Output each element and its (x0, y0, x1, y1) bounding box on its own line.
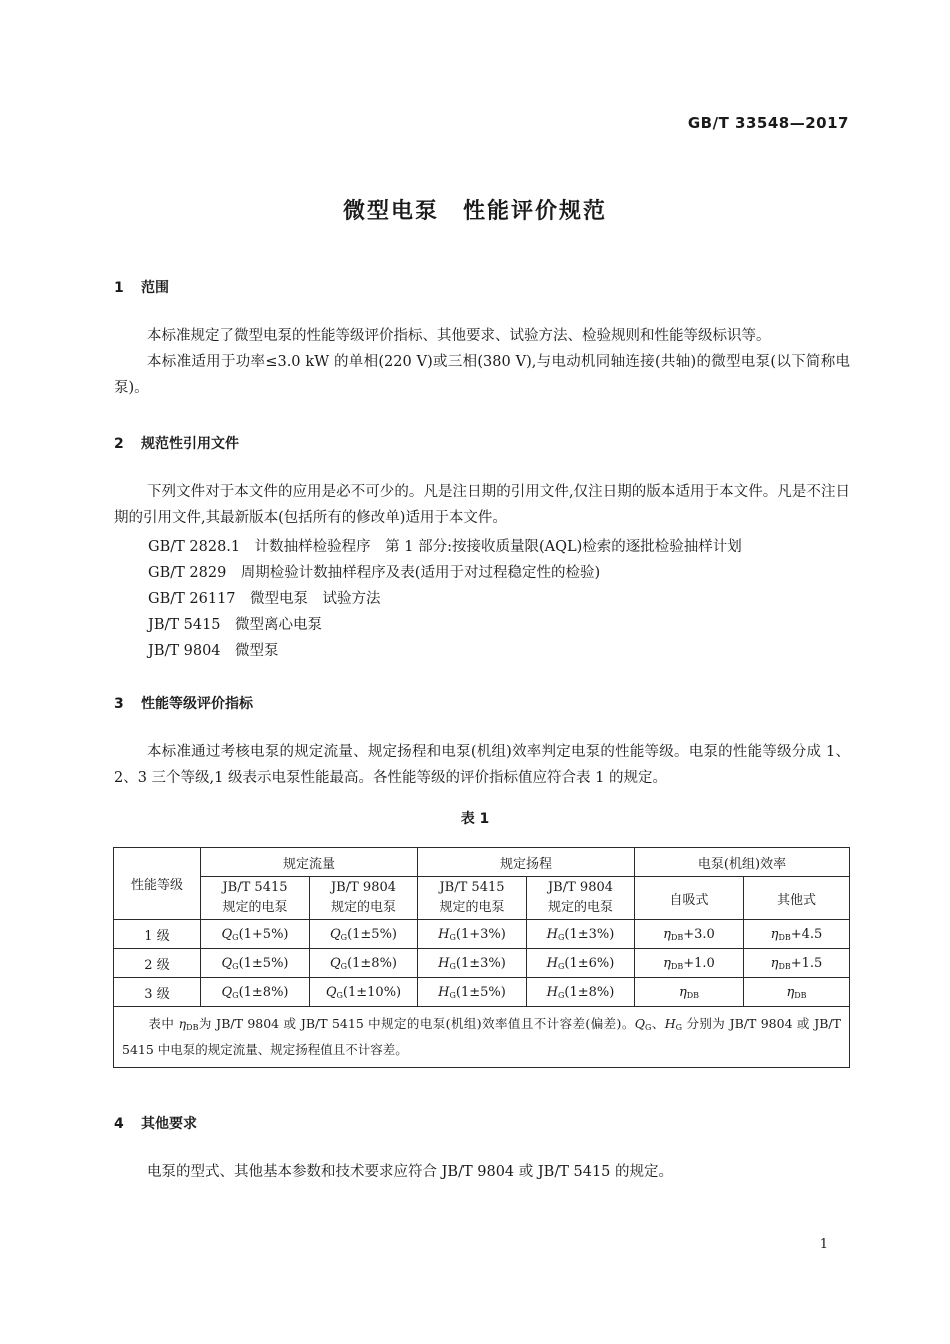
efficiency-cell: $\eta_{DB}+1.5$ (744, 949, 850, 978)
table-note-row (114, 1007, 850, 1068)
table-row (114, 920, 850, 949)
page-number: 1 (819, 1237, 828, 1252)
reference-item: JB/T 5415 微型离心电泵 (148, 617, 323, 633)
header-efficiency: 电泵(机组)效率 (635, 848, 850, 877)
scope-paragraph-2: 本标准适用于功率≤3.0 kW 的单相(220 V)或三相(380 V),与电动机同轴连接(共轴)的微型电泵(以下简称电泵)。 (114, 354, 850, 396)
subheader-other: 其他式 (744, 877, 850, 920)
flow-cell: $Q_G(1\pm 10\%)$ (310, 978, 418, 1007)
flow-cell: $Q_G(1\pm 8\%)$ (201, 978, 310, 1007)
section-2-heading (114, 433, 239, 453)
subheader-flow-jbt9804: JB/T 9804 规定的电泵 (310, 877, 418, 920)
scope-paragraph-1: 本标准规定了微型电泵的性能等级评价指标、其他要求、试验方法、检验规则和性能等级标识等。 (147, 328, 771, 344)
document-title: 微型电泵 性能评价规范 (342, 199, 607, 224)
section-number: 4 (114, 1116, 124, 1132)
flow-cell: $Q_G(1\pm 5\%)$ (201, 949, 310, 978)
efficiency-cell: $\eta_{DB}+3.0$ (635, 920, 744, 949)
grade-cell: 2 级 (114, 949, 201, 978)
table-note: 表中 $\eta_{DB}$为 JB/T 9804 或 JB/T 5415 中规定的电泵(机组)效率值且不计容差(偏差)。$Q_G$、$H_G$ 分别为 JB/T 9804 或 JB/T 5415 中电泵的规定流量、规定扬程值且不计容差。 (114, 1007, 850, 1068)
reference-item: JB/T 9804 微型泵 (148, 643, 279, 659)
table-header-row (114, 848, 850, 877)
reference-item: GB/T 26117 微型电泵 试验方法 (148, 591, 381, 607)
head-cell: $H_G(1\pm 3\%)$ (418, 949, 527, 978)
head-cell: $H_G(1\pm 5\%)$ (418, 978, 527, 1007)
standard-number: GB/T 33548—2017 (687, 114, 849, 132)
performance-table (113, 847, 850, 1068)
section-number: 3 (114, 696, 124, 712)
section-number: 1 (114, 280, 124, 296)
grade-cell: 3 级 (114, 978, 201, 1007)
table-row (114, 949, 850, 978)
header-head: 规定扬程 (418, 848, 635, 877)
table-caption: 表 1 (460, 811, 490, 827)
grading-paragraph: 本标准通过考核电泵的规定流量、规定扬程和电泵(机组)效率判定电泵的性能等级。电泵的性能等级分成 1、2、3 三个等级,1 级表示电泵性能最高。各性能等级的评价指标值应符合表 1 的规定。 (114, 744, 850, 786)
flow-cell: $Q_G(1+5\%)$ (201, 920, 310, 949)
subheader-flow-jbt5415: JB/T 5415 规定的电泵 (201, 877, 310, 920)
head-cell: $H_G(1+3\%)$ (418, 920, 527, 949)
reference-item: GB/T 2828.1 计数抽样检验程序 第 1 部分:按接收质量限(AQL)检索的逐批检验抽样计划 (148, 539, 742, 555)
references-intro: 下列文件对于本文件的应用是必不可少的。凡是注日期的引用文件,仅注日期的版本适用于本文件。凡是不注日期的引用文件,其最新版本(包括所有的修改单)适用于本文件。 (114, 484, 850, 526)
header-flow: 规定流量 (201, 848, 418, 877)
efficiency-cell: $\eta_{DB}$ (635, 978, 744, 1007)
subheader-head-jbt5415: JB/T 5415 规定的电泵 (418, 877, 527, 920)
flow-cell: $Q_G(1\pm 5\%)$ (310, 920, 418, 949)
section-title: 范围 (141, 280, 169, 296)
section-title: 性能等级评价指标 (141, 696, 253, 712)
header-grade: 性能等级 (114, 848, 201, 920)
head-cell: $H_G(1\pm 8\%)$ (527, 978, 635, 1007)
section-4-heading (114, 1113, 197, 1133)
section-number: 2 (114, 436, 124, 452)
table-row (114, 978, 850, 1007)
head-cell: $H_G(1\pm 6\%)$ (527, 949, 635, 978)
subheader-head-jbt9804: JB/T 9804 规定的电泵 (527, 877, 635, 920)
subheader-self-priming: 自吸式 (635, 877, 744, 920)
head-cell: $H_G(1\pm 3\%)$ (527, 920, 635, 949)
efficiency-cell: $\eta_{DB}$ (744, 978, 850, 1007)
section-title: 规范性引用文件 (141, 436, 239, 452)
section-title: 其他要求 (141, 1116, 197, 1132)
section-3-heading (114, 693, 253, 713)
flow-cell: $Q_G(1\pm 8\%)$ (310, 949, 418, 978)
table-subheader-row (114, 877, 850, 920)
other-requirements-paragraph: 电泵的型式、其他基本参数和技术要求应符合 JB/T 9804 或 JB/T 5415 的规定。 (147, 1164, 674, 1180)
section-1-heading (114, 277, 169, 297)
efficiency-cell: $\eta_{DB}+1.0$ (635, 949, 744, 978)
efficiency-cell: $\eta_{DB}+4.5$ (744, 920, 850, 949)
grade-cell: 1 级 (114, 920, 201, 949)
reference-item: GB/T 2829 周期检验计数抽样程序及表(适用于对过程稳定性的检验) (148, 565, 601, 581)
